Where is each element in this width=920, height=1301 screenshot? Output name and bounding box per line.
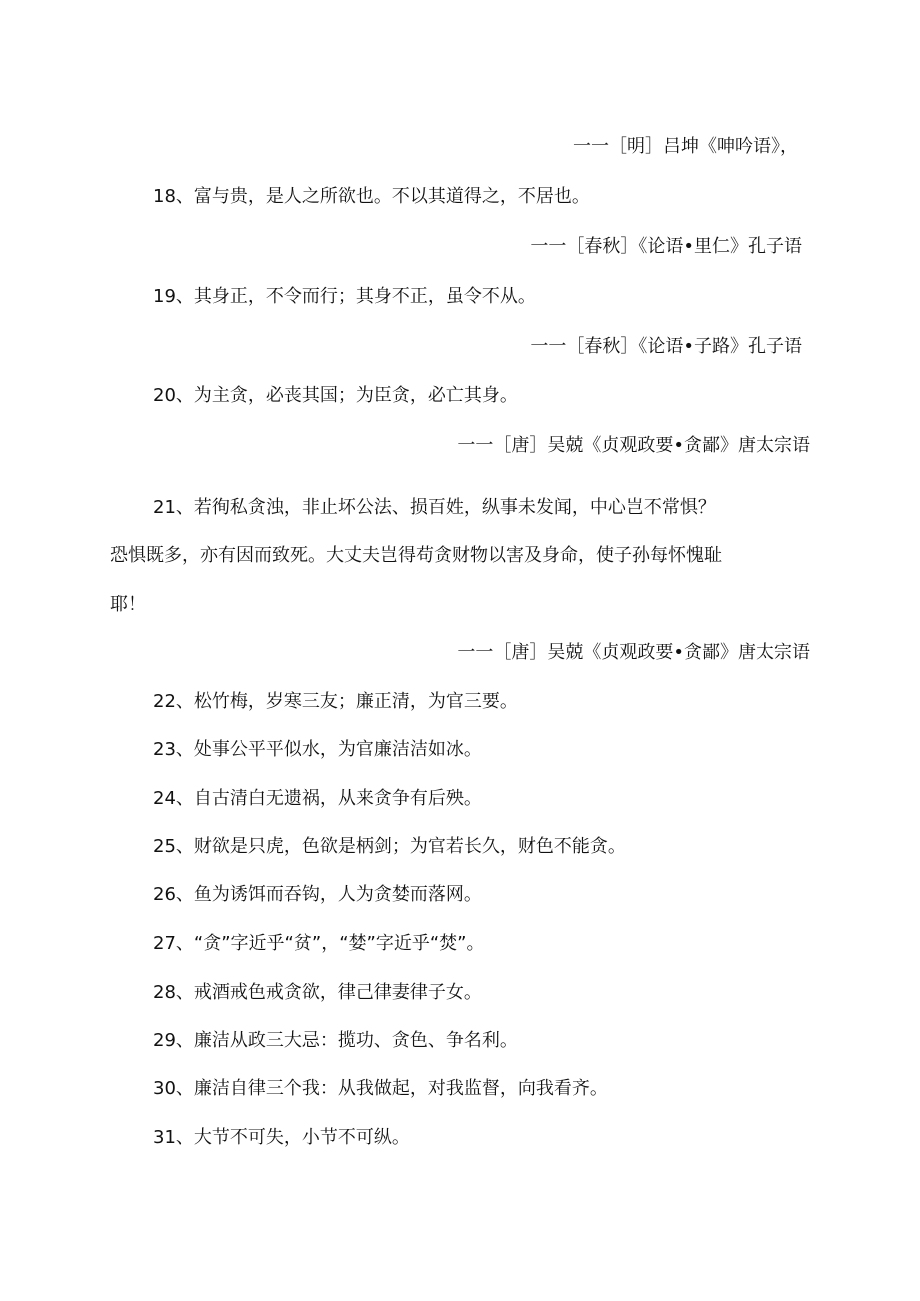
quote-31: 31、大节不可失，小节不可纵。 [153, 1127, 410, 1148]
quote-27: 27、“贪”字近乎“贫”，“婪”字近乎“焚”。 [153, 933, 485, 954]
quote-22: 22、松竹梅，岁寒三友；廉正清，为官三要。 [153, 691, 518, 712]
quote-21: 21、若徇私贪浊，非止坏公法、损百姓，纵事未发闻，中心岂不常惧？ [153, 497, 716, 518]
quote-29: 29、廉洁从政三大忌：揽功、贪色、争名利。 [153, 1030, 518, 1051]
attribution-quote-20: 一一［唐］吴兢《贞观政要•贪鄙》唐太宗语 [457, 435, 810, 456]
quote-21-continuation-1: 恐惧既多，亦有因而致死。大丈夫岂得苟贪财物以害及身命，使子孙每怀愧耻 [110, 545, 722, 566]
quote-25: 25、财欲是只虎，色欲是柄剑；为官若长久，财色不能贪。 [153, 836, 626, 857]
attribution-lvkun: 一一［明］吕坤《呻吟语》， [573, 136, 798, 157]
quote-20: 20、为主贪，必丧其国；为臣贪，必亡其身。 [153, 385, 518, 406]
quote-21-continuation-2: 耶！ [110, 594, 146, 615]
quote-28: 28、戒酒戒色戒贪欲，律己律妻律子女。 [153, 982, 482, 1003]
attribution-quote-18: 一一［春秋］《论语•里仁》孔子语 [530, 236, 802, 257]
quote-26: 26、鱼为诱饵而吞钩，人为贪婪而落网。 [153, 884, 482, 905]
quote-19: 19、其身正，不令而行；其身不正，虽令不从。 [153, 286, 536, 307]
quote-30: 30、廉洁自律三个我：从我做起，对我监督，向我看齐。 [153, 1078, 608, 1099]
attribution-quote-21: 一一［唐］吴兢《贞观政要•贪鄙》唐太宗语 [457, 642, 810, 663]
quote-24: 24、自古清白无遗祸，从来贪争有后殃。 [153, 788, 482, 809]
quote-23: 23、处事公平平似水，为官廉洁洁如冰。 [153, 739, 482, 760]
attribution-quote-19: 一一［春秋］《论语•子路》孔子语 [530, 336, 802, 357]
quote-18: 18、富与贵，是人之所欲也。不以其道得之，不居也。 [153, 186, 590, 207]
